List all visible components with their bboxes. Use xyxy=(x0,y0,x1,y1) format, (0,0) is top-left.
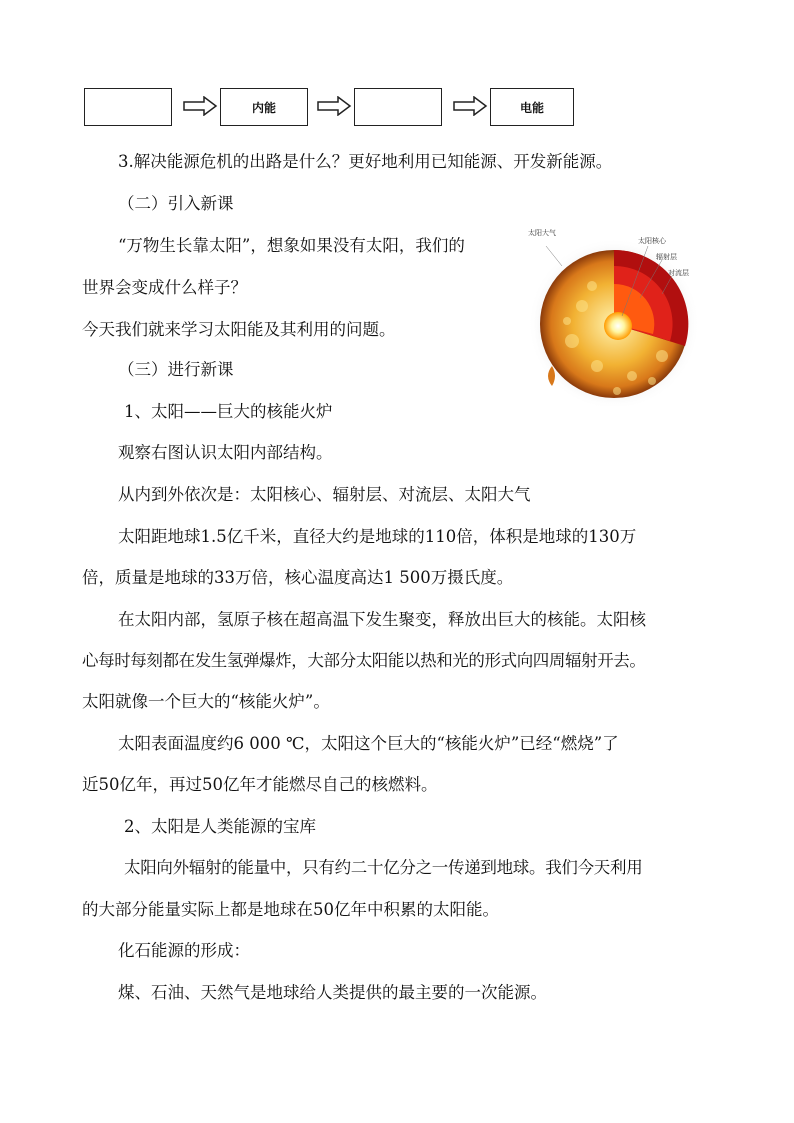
label-radiation-zone: 辐射层 xyxy=(656,253,677,261)
fusion-line-2: 心每时每刻都在发生氢弹爆炸，大部分太阳能以热和光的形式向四周辐射开去。 xyxy=(82,651,646,670)
question-3: 3.解决能源危机的出路是什么？更好地利用已知能源、开发新能源。 xyxy=(118,152,613,171)
intro-line-2: 世界会变成什么样子？ xyxy=(82,278,247,297)
fossil-line: 化石能源的形成： xyxy=(118,941,250,960)
heading-energy-treasury: 2、太阳是人类能源的宝库 xyxy=(124,817,316,836)
surface-line-2: 近50亿年，再过50亿年才能燃尽自己的核燃料。 xyxy=(82,775,438,794)
label-sun-atmosphere: 太阳大气 xyxy=(528,229,556,237)
heading-sun-furnace: 1、太阳——巨大的核能火炉 xyxy=(124,402,333,421)
surface-line-1: 太阳表面温度约6 000 ℃，太阳这个巨大的“核能火炉”已经“燃烧”了 xyxy=(118,734,619,753)
label-sun-core: 太阳核心 xyxy=(638,237,666,245)
intro-line-3: 今天我们就来学习太阳能及其利用的问题。 xyxy=(82,320,396,339)
flow-box-2: 内能 xyxy=(220,88,308,126)
fusion-line-3: 太阳就像一个巨大的“核能火炉”。 xyxy=(82,692,330,711)
energy-line-1: 太阳向外辐射的能量中，只有约二十亿分之一传递到地球。我们今天利用 xyxy=(124,858,643,877)
arrow-right-icon xyxy=(182,96,218,116)
flow-box-4: 电能 xyxy=(490,88,574,126)
flow-box-3 xyxy=(354,88,442,126)
observe-line: 观察右图认识太阳内部结构。 xyxy=(118,443,333,462)
facts-line-2: 倍，质量是地球的33万倍，核心温度高达1 500万摄氏度。 xyxy=(82,568,514,587)
energy-flow-diagram xyxy=(84,88,584,128)
section-heading-2: （二）引入新课 xyxy=(118,194,234,213)
section-heading-3: （三）进行新课 xyxy=(118,360,234,379)
layers-line: 从内到外依次是：太阳核心、辐射层、对流层、太阳大气 xyxy=(118,485,531,504)
flow-box-1 xyxy=(84,88,172,126)
intro-line-1: “万物生长靠太阳”，想象如果没有太阳，我们的 xyxy=(118,236,465,255)
facts-line-1: 太阳距地球1.5亿千米，直径大约是地球的110倍，体积是地球的130万 xyxy=(118,527,637,546)
sun-structure-figure xyxy=(522,226,698,406)
primary-energy-line: 煤、石油、天然气是地球给人类提供的最主要的一次能源。 xyxy=(118,983,547,1002)
energy-line-2: 的大部分能量实际上都是地球在50亿年中积累的太阳能。 xyxy=(82,900,499,919)
arrow-right-icon xyxy=(316,96,352,116)
arrow-right-icon xyxy=(452,96,488,116)
fusion-line-1: 在太阳内部，氢原子核在超高温下发生聚变，释放出巨大的核能。太阳核 xyxy=(118,610,646,629)
label-convection-zone: 对流层 xyxy=(668,269,689,277)
